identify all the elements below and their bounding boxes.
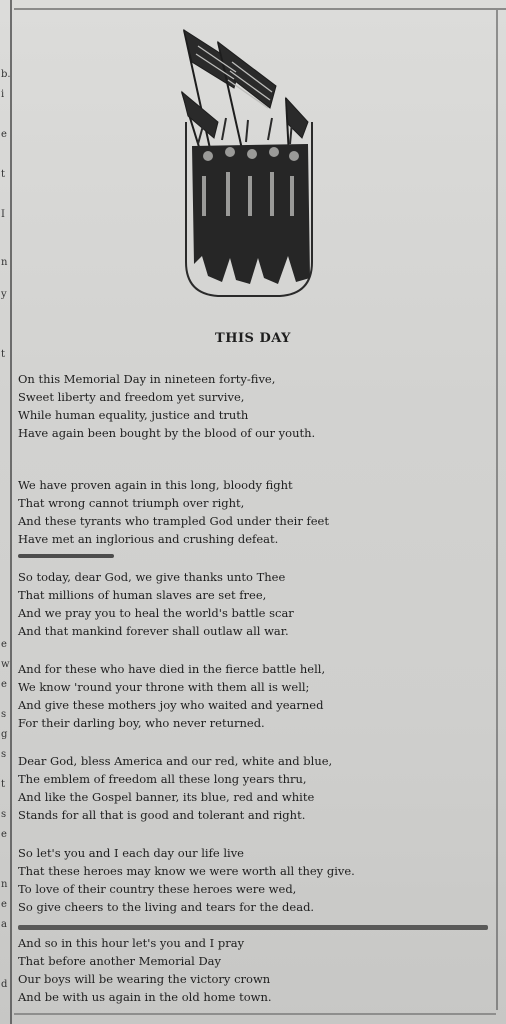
margin-fragment: e bbox=[1, 899, 7, 910]
poem-line: And for these who have died in the fierce battle hell, bbox=[18, 662, 326, 676]
poem-line: Sweet liberty and freedom yet survive, bbox=[18, 390, 245, 404]
poem-line: So let's you and I each day our life live bbox=[18, 846, 244, 860]
top-rule bbox=[14, 8, 506, 10]
poem-line: Our boys will be wearing the victory crown bbox=[18, 972, 271, 986]
margin-fragment: e bbox=[1, 639, 7, 650]
poem-line: The emblem of freedom all these long years thru, bbox=[18, 772, 307, 786]
stanza bbox=[18, 844, 355, 916]
poem-line: And these tyrants who trampled God under their feet bbox=[18, 514, 329, 528]
margin-fragment: s bbox=[1, 749, 7, 760]
margin-fragment: y bbox=[1, 289, 7, 300]
stanza bbox=[18, 752, 332, 824]
stanza bbox=[18, 476, 329, 548]
bottom-rule bbox=[14, 1013, 496, 1015]
poem-line: And so in this hour let's you and I pray bbox=[18, 936, 245, 950]
margin-fragment: s bbox=[1, 809, 7, 820]
margin-fragment: n bbox=[1, 257, 8, 268]
poem-line: Have again been bought by the blood of our youth. bbox=[18, 426, 316, 440]
poem-line: To love of their country these heroes were wed, bbox=[18, 882, 297, 896]
margin-fragment: I bbox=[1, 209, 5, 220]
margin-fragment: e bbox=[1, 679, 7, 690]
margin-fragment: d bbox=[1, 979, 8, 990]
poem-line: We know 'round your throne with them all is well; bbox=[18, 680, 310, 694]
adjacent-column-fragments bbox=[0, 20, 10, 1020]
poem-line: So today, dear God, we give thanks unto Thee bbox=[18, 570, 286, 584]
margin-fragment: i bbox=[1, 89, 5, 100]
margin-fragment: g bbox=[1, 729, 8, 740]
stanza bbox=[18, 568, 294, 640]
margin-fragment: b. bbox=[1, 69, 11, 80]
margin-fragment: t bbox=[1, 349, 6, 360]
poem-line: Stands for all that is good and tolerant and right. bbox=[18, 808, 306, 822]
margin-fragment: t bbox=[1, 169, 6, 180]
column-rule-left bbox=[10, 0, 12, 1024]
poem-line: And be with us again in the old home town. bbox=[18, 990, 272, 1004]
poem-line: And give these mothers joy who waited and yearned bbox=[18, 698, 324, 712]
poem-line: Have met an inglorious and crushing defeat. bbox=[18, 532, 279, 546]
poem-line: That these heroes may know we were worth all they give. bbox=[18, 864, 355, 878]
poem-title: THIS DAY bbox=[215, 331, 291, 346]
poem-line: That before another Memorial Day bbox=[18, 954, 222, 968]
margin-fragment: e bbox=[1, 829, 7, 840]
margin-fragment: e bbox=[1, 129, 7, 140]
poem-line: We have proven again in this long, bloody fight bbox=[18, 478, 293, 492]
poem-line: On this Memorial Day in nineteen forty-five, bbox=[18, 372, 276, 386]
poem-line: So give cheers to the living and tears for the dead. bbox=[18, 900, 315, 914]
stanza bbox=[18, 660, 325, 732]
poem-line: And that mankind forever shall outlaw all war. bbox=[18, 624, 289, 638]
poem-line: For their darling boy, who never returned. bbox=[18, 716, 265, 730]
stanza bbox=[18, 934, 272, 1006]
margin-fragment: t bbox=[1, 779, 6, 790]
margin-fragment: s bbox=[1, 709, 7, 720]
poem-line: While human equality, justice and truth bbox=[18, 408, 249, 422]
ink-smudge bbox=[18, 554, 114, 558]
soldiers-with-flags-illustration bbox=[178, 26, 320, 304]
ink-smudge bbox=[18, 925, 488, 930]
poem-line: That millions of human slaves are set free, bbox=[18, 588, 267, 602]
margin-fragment: n bbox=[1, 879, 8, 890]
margin-fragment: a bbox=[1, 919, 7, 930]
column-rule-right bbox=[496, 10, 498, 1010]
poem-line: That wrong cannot triumph over right, bbox=[18, 496, 245, 510]
stanza bbox=[18, 370, 315, 442]
poem-line: And we pray you to heal the world's battle scar bbox=[18, 606, 294, 620]
poem-line: And like the Gospel banner, its blue, red and white bbox=[18, 790, 315, 804]
poem-line: Dear God, bless America and our red, white and blue, bbox=[18, 754, 333, 768]
margin-fragment: w bbox=[1, 659, 10, 670]
